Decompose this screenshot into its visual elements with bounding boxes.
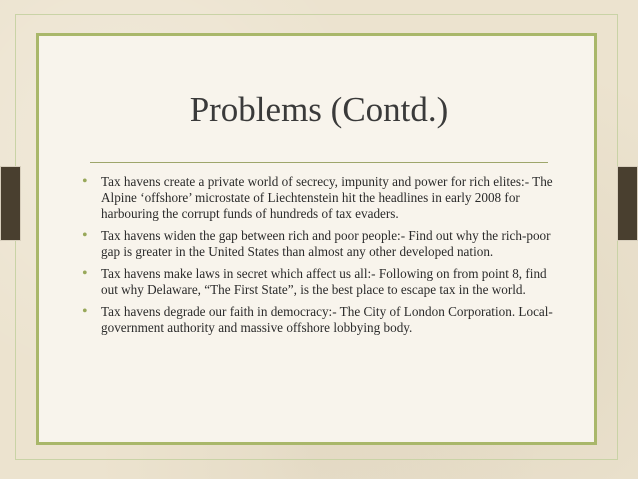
bullet-item — [82, 304, 562, 336]
bullet-item — [82, 228, 562, 260]
bullet-icon: • — [82, 265, 88, 282]
bullet-item — [82, 174, 562, 222]
left-side-tab — [0, 166, 21, 241]
slide-title: Problems (Contd.) — [189, 90, 449, 129]
bullet-text: Tax havens create a private world of secrecy, impunity and power for rich elites:- The Alpine ‘offshore’ microstate of Liechtenstein hit the headlines in early 2008 for harbouring the corrupt funds of hundreds of tax evaders. — [101, 174, 553, 221]
bullet-icon: • — [82, 173, 88, 190]
right-side-tab — [617, 166, 638, 241]
bullet-icon: • — [82, 227, 88, 244]
bullet-text: Tax havens degrade our faith in democracy:- The City of London Corporation. Local-government authority and massive offshore lobbying body. — [101, 304, 553, 335]
bullet-text: Tax havens widen the gap between rich and poor people:- Find out why the rich-poor gap is greater in the United States than almost any other developed nation. — [101, 228, 551, 259]
bullet-icon: • — [82, 303, 88, 320]
bullet-text: Tax havens make laws in secret which affect us all:- Following on from point 8, find out why Delaware, “The First State”, is the best place to escape tax in the world. — [101, 266, 547, 297]
bullet-item — [82, 266, 562, 298]
bullet-list — [82, 174, 562, 342]
title-divider — [90, 162, 548, 163]
